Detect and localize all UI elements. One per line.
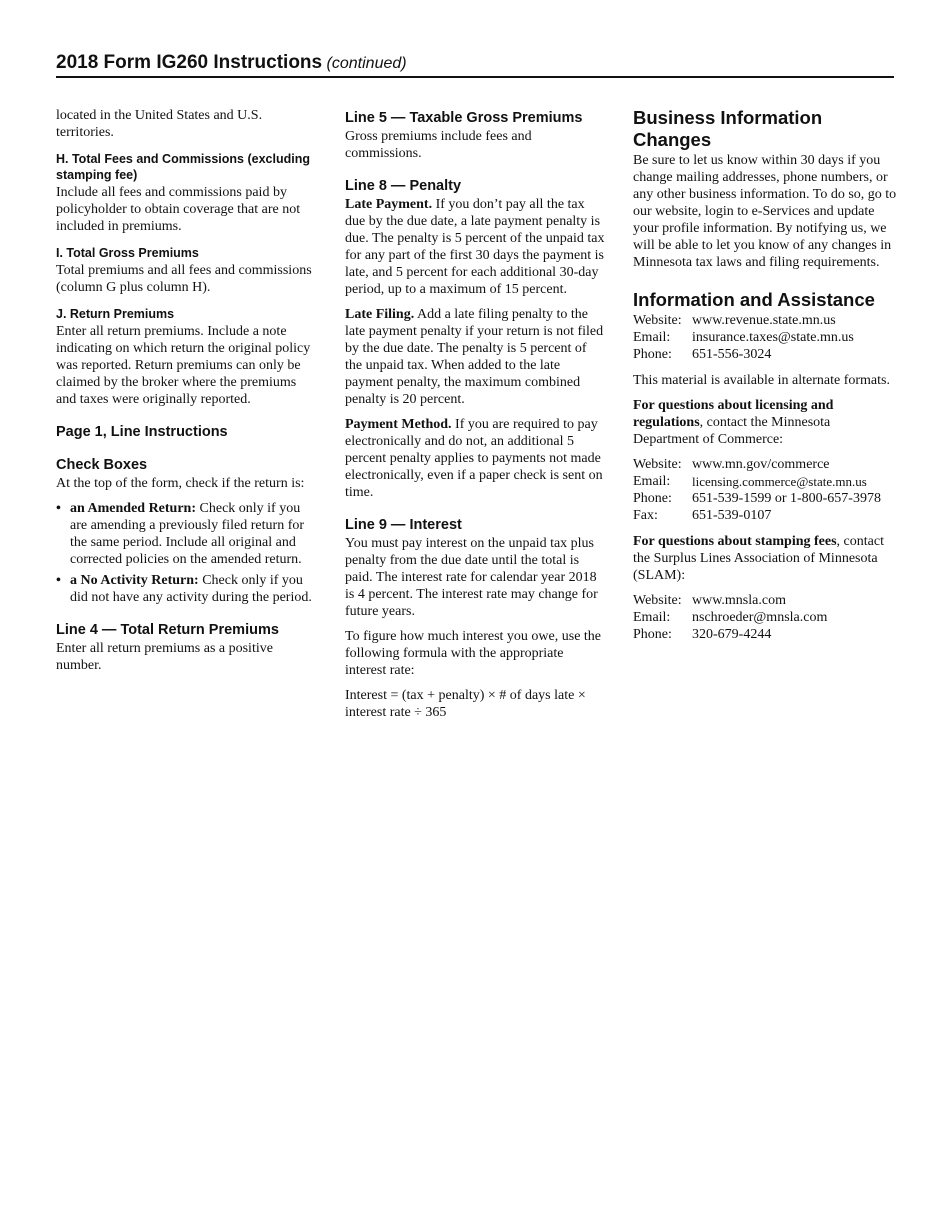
i-text: Total premiums and all fees and commissions (column G plus column H).: [56, 263, 312, 295]
contact-label: Phone:: [633, 627, 672, 642]
stamping-body: , contact the Surplus Lines Association of Minnesota (SLAM):: [633, 534, 884, 583]
line9-heading: Line 9 — Interest: [345, 517, 462, 533]
business-info-text: Be sure to let us know within 30 days if you change mailing addresses, phone numbers, or any other business information. To do so, go to our website, login to e-Services and update your profile information. By notifying us, we will be able to let you know of any changes in Minnesota tax laws and filing requirements.: [633, 153, 897, 270]
late-filing-body: Add a late filing penalty to the late payment penalty if your return is not filed by the due date. The penalty is 5 percent of the unpaid tax. When added to the late payment penalty, the maximum combined penalty is 20 percent.: [345, 307, 604, 407]
stamping-text: [633, 533, 898, 584]
page-header: [56, 52, 894, 78]
bullet-text: Check only if you did not have any activity during the period.: [70, 573, 312, 605]
commerce-phone: 651-539-1599 or 1-800-657-3978: [692, 491, 881, 506]
commerce-email-link[interactable]: licensing.commerce@state.mn.us: [692, 474, 867, 489]
commerce-fax: 651-539-0107: [692, 508, 772, 523]
column-1: [56, 107, 318, 682]
revenue-email-link[interactable]: insurance.taxes@state.mn.us: [692, 330, 854, 345]
stamping-label: For questions about stamping fees: [633, 534, 837, 549]
contact-label: Fax:: [633, 508, 658, 523]
line4-heading: Line 4 — Total Return Premiums: [56, 622, 279, 638]
info-assistance-heading: Information and Assistance: [633, 289, 875, 310]
contact-label: Email:: [633, 474, 671, 489]
line4-text: Enter all return premiums as a positive number.: [56, 641, 273, 673]
return-type-list: [56, 500, 318, 606]
licensing-text: [633, 397, 898, 448]
slam-website-link[interactable]: www.mnsla.com: [692, 593, 786, 608]
bullet-text: Check only if you are amending a previously filed return for the same period. Include all original and corrected policies on the amended return.: [70, 501, 305, 567]
licensing-body: , contact the Minnesota Department of Commerce:: [633, 415, 831, 447]
page1-heading: Page 1, Line Instructions: [56, 424, 228, 440]
line9-text-2: To figure how much interest you owe, use the following formula with the appropriate interest rate:: [345, 629, 602, 678]
bullet-bold: an Amended Return:: [70, 501, 197, 516]
list-item: [56, 572, 318, 606]
contact-label: Website:: [633, 593, 682, 608]
slam-email-link[interactable]: nschroeder@mnsla.com: [692, 610, 828, 625]
revenue-contacts: [633, 312, 898, 363]
late-payment-label: Late Payment.: [345, 197, 433, 212]
revenue-phone: 651-556-3024: [692, 347, 772, 362]
commerce-contacts: [633, 456, 898, 524]
revenue-website-link[interactable]: www.revenue.state.mn.us: [692, 313, 836, 328]
late-filing-text: [345, 306, 605, 408]
slam-contacts: [633, 592, 898, 643]
h-text: Include all fees and commissions paid by policyholder to obtain coverage that are not included in premiums.: [56, 185, 301, 234]
business-info-heading: Business Information Changes: [633, 107, 823, 150]
licensing-label: For questions about licensing and regulations: [633, 398, 834, 430]
contact-label: Website:: [633, 457, 682, 472]
check-boxes-heading: Check Boxes: [56, 457, 148, 473]
intro-text: located in the United States and U.S. territories.: [56, 108, 263, 140]
i-heading: I. Total Gross Premiums: [56, 246, 199, 260]
contact-label: Phone:: [633, 491, 672, 506]
contact-label: Website:: [633, 313, 682, 328]
interest-formula: Interest = (tax + penalty) × # of days late × interest rate ÷ 365: [345, 688, 586, 720]
column-3: [633, 107, 898, 652]
payment-method-body: If you are required to pay electronically and do not, an additional 5 percent penalty applies to payments not made electronically, even if a paper check is sent on time.: [345, 417, 603, 500]
contact-label: Phone:: [633, 347, 672, 362]
continued-label: (continued): [326, 55, 407, 72]
h-heading: H. Total Fees and Commissions (excluding stamping fee): [56, 152, 310, 182]
j-text: Enter all return premiums. Include a note indicating on which return the original policy was reported. Return premiums can only be claimed by the broker where the premiums and taxes were originally reported.: [56, 324, 311, 407]
page-title: 2018 Form IG260 Instructions: [56, 52, 323, 73]
late-payment-text: [345, 196, 605, 298]
j-heading: J. Return Premiums: [56, 307, 175, 321]
line8-heading: Line 8 — Penalty: [345, 178, 462, 194]
contact-label: Email:: [633, 610, 671, 625]
commerce-website-link[interactable]: www.mn.gov/commerce: [692, 457, 830, 472]
line5-text: Gross premiums include fees and commissions.: [345, 129, 532, 161]
late-filing-label: Late Filing.: [345, 307, 415, 322]
column-2: [345, 107, 605, 729]
check-boxes-text: At the top of the form, check if the return is:: [56, 476, 305, 491]
payment-method-text: [345, 416, 605, 501]
line5-heading: Line 5 — Taxable Gross Premiums: [345, 110, 583, 126]
bullet-bold: a No Activity Return:: [70, 573, 199, 588]
alternate-formats-text: This material is available in alternate formats.: [633, 373, 890, 388]
late-payment-body: If you don’t pay all the tax due by the due date, a late payment penalty is due. The penalty is 5 percent of the unpaid tax for any part of the first 30 days the payment is late, and 5 percent for each additional 30-day period, up to a maximum of 15 percent.: [345, 197, 605, 297]
payment-method-label: Payment Method.: [345, 417, 452, 432]
list-item: [56, 500, 318, 568]
slam-phone: 320-679-4244: [692, 627, 772, 642]
line9-text-1: You must pay interest on the unpaid tax plus penalty from the due date until the total is paid. The interest rate for calendar year 2018 is 4 percent. The interest rate may change for future years.: [345, 536, 598, 619]
contact-label: Email:: [633, 330, 671, 345]
